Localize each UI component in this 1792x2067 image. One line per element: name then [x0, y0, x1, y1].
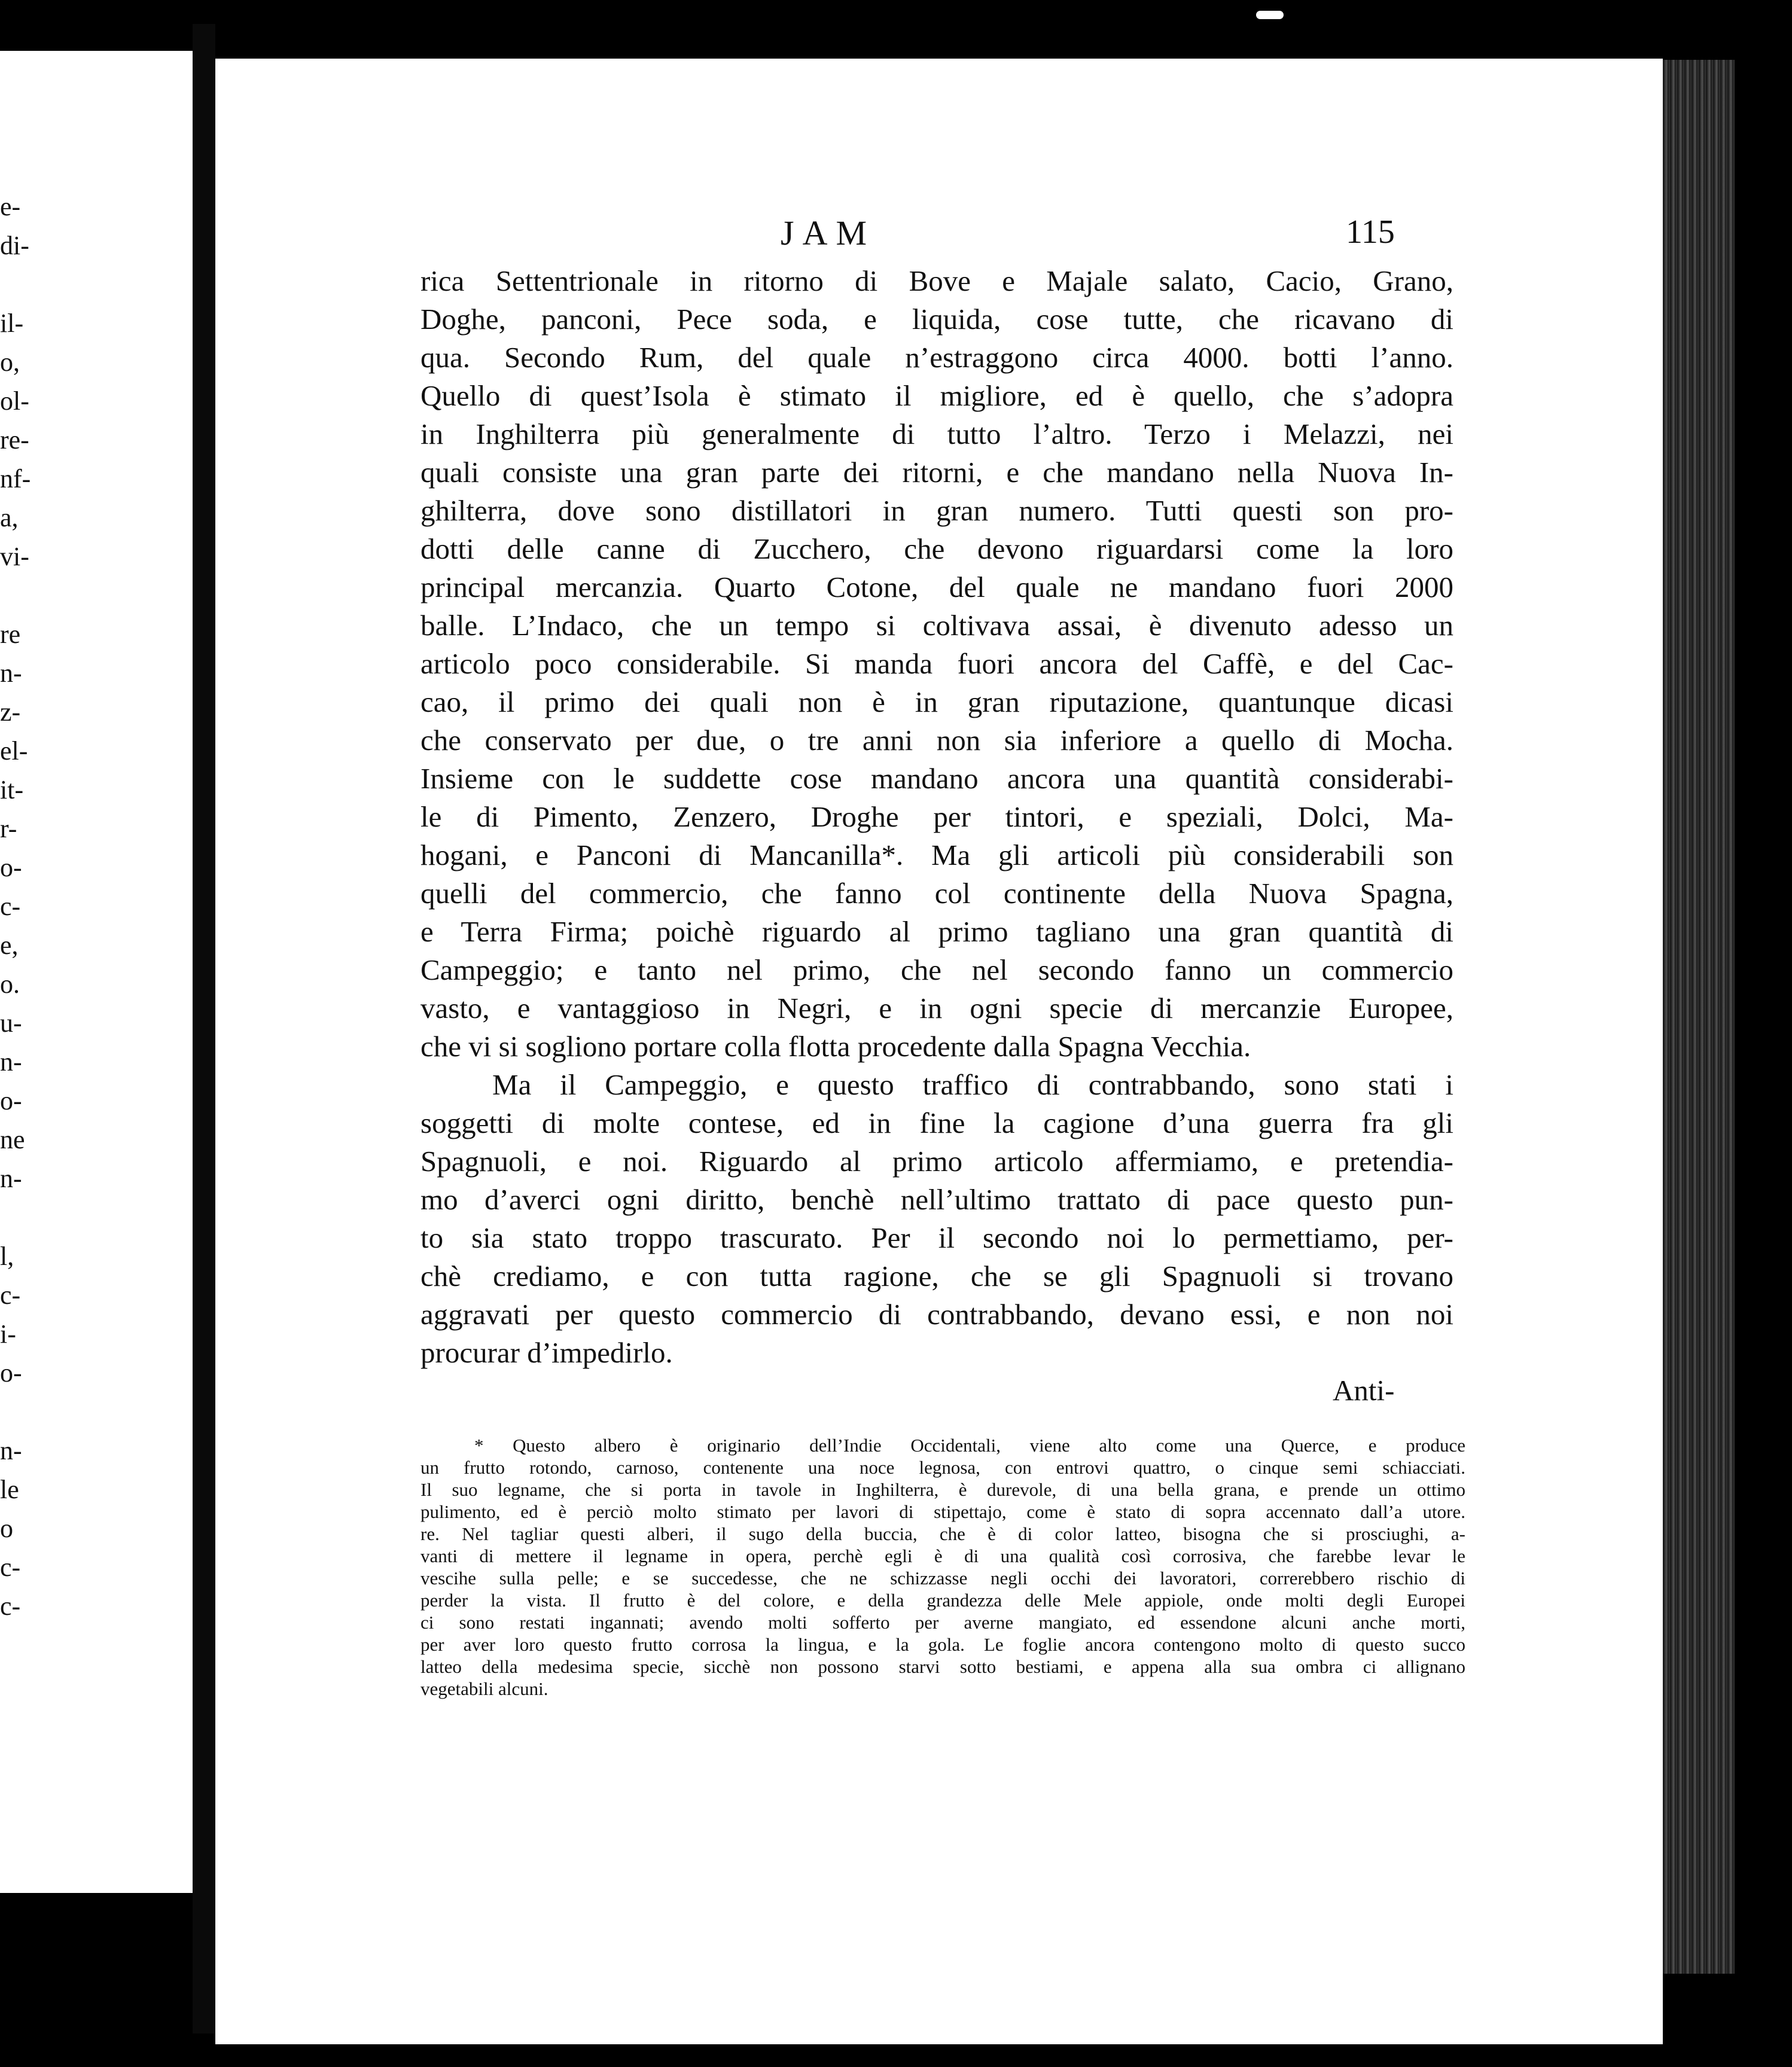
text-line: qua. Secondo Rum, del quale n’estraggono circa 4000. botti l’anno.: [420, 341, 1453, 374]
footnote-line: vanti di mettere il legname in opera, perchè egli è di una qualità così corrosiva, che farebbe levar le: [420, 1545, 1465, 1566]
footnote-line: re. Nel tagliar questi alberi, il sugo della buccia, che è di color latteo, bisogna che si prosciughi, a-: [420, 1523, 1465, 1544]
left-fragment: n-: [0, 1164, 22, 1193]
left-fragment: [0, 1198, 60, 1237]
left-fragment: u-: [0, 1008, 22, 1038]
text-line: che vi si sogliono portare colla flotta procedente dalla Spagna Vecchia.: [420, 1030, 1251, 1063]
left-fragment: le: [0, 1475, 19, 1504]
text-line: to sia stato troppo trascurato. Per il secondo noi lo permettiamo, per-: [420, 1221, 1453, 1254]
page-number: 115: [1346, 214, 1395, 251]
left-fragment: e,: [0, 931, 19, 960]
text-line: procurar d’impedirlo.: [420, 1336, 673, 1369]
left-fragment: n-: [0, 1436, 22, 1465]
text-line: Doghe, panconi, Pece soda, e liquida, cose tutte, che ricavano di: [420, 303, 1453, 336]
footnote-line: * Questo albero è originario dell’Indie Occidentali, viene alto come una Querce, e produce: [474, 1435, 1465, 1456]
text-line: dotti delle canne di Zucchero, che devono riguardarsi come la loro: [420, 532, 1453, 565]
left-fragment: o-: [0, 853, 22, 882]
text-line: quali consiste una gran parte dei ritorni, e che mandano nella Nuova In-: [420, 456, 1453, 489]
footnote-line: Il suo legname, che si porta in tavole in Inghilterra, è durevole, di una bella grana, e prende un ottimo: [420, 1479, 1465, 1500]
facing-page-left: [0, 51, 193, 1893]
text-line: cao, il primo dei quali non è in gran riputazione, quantunque dicasi: [420, 685, 1453, 718]
book-gutter: [193, 24, 215, 2034]
left-fragment: c-: [0, 1553, 21, 1582]
left-fragment: n-: [0, 1047, 22, 1077]
footnote-line: pulimento, ed è perciò molto stimato per lavori di stipettajo, come è stato di sopra accennato dall’a utore.: [420, 1501, 1465, 1522]
text-line: soggetti di molte contese, ed in fine la cagione d’una guerra fra gli: [420, 1106, 1453, 1139]
text-line: Insieme con le suddette cose mandano ancora una quantità considerabi-: [420, 762, 1453, 795]
footnote-line: vescihe sulla pelle; e se succedesse, che ne schizzasse negli occhi dei lavoratori, correrebbero rischio di: [420, 1568, 1465, 1589]
left-fragment: e-: [0, 192, 21, 221]
page-right: [215, 59, 1663, 2044]
footnote-line: latteo della medesima specie, sicchè non possono starvi sotto bestiami, e appena alla sua ombra ci allignano: [420, 1656, 1465, 1677]
text-line: Quello di quest’Isola è stimato il migliore, ed è quello, che s’adopra: [420, 379, 1453, 412]
left-fragment: c-: [0, 1281, 21, 1310]
left-fragment: nf-: [0, 464, 31, 493]
left-fragment: o,: [0, 347, 20, 377]
left-fragment: o: [0, 1514, 13, 1543]
left-fragment: [0, 576, 60, 615]
text-line: Spagnuoli, e noi. Riguardo al primo articolo affermiamo, e pretendia-: [420, 1145, 1453, 1178]
text-line: e Terra Firma; poichè riguardo al primo tagliano una gran quantità di: [420, 915, 1453, 948]
left-fragment: di-: [0, 231, 29, 260]
left-fragment: it-: [0, 775, 24, 804]
left-fragment: [0, 1392, 60, 1431]
left-fragment: r-: [0, 814, 17, 843]
text-line: le di Pimento, Zenzero, Droghe per tintori, e speziali, Dolci, Ma-: [420, 800, 1453, 833]
footnote: [420, 1434, 1465, 1700]
left-page-text-fragments: [0, 187, 60, 1626]
left-fragment: o-: [0, 1086, 22, 1115]
footnote-line: un frutto rotondo, carnoso, contenente una noce legnosa, con entrovi quattro, o cinque semi schiacciati.: [420, 1457, 1465, 1478]
text-line: articolo poco considerabile. Si manda fuori ancora del Caffè, e del Cac-: [420, 647, 1453, 680]
left-fragment: el-: [0, 736, 28, 766]
left-fragment: re-: [0, 425, 29, 455]
left-fragment: o-: [0, 1358, 22, 1388]
footnote-line: vegetabili alcuni.: [420, 1678, 548, 1699]
footnote-line: perder la vista. Il frutto è del colore, e della grandezza delle Mele appiole, onde molti degli Europei: [420, 1590, 1465, 1611]
text-line: rica Settentrionale in ritorno di Bove e Majale salato, Cacio, Grano,: [420, 264, 1453, 297]
left-fragment: re: [0, 620, 21, 649]
left-fragment: l,: [0, 1242, 14, 1271]
left-fragment: c-: [0, 1592, 21, 1621]
text-line: chè crediamo, e con tutta ragione, che se gli Spagnuoli si trovano: [420, 1260, 1453, 1292]
left-fragment: [0, 265, 60, 304]
left-fragment: z-: [0, 697, 21, 727]
body-text: [420, 262, 1453, 1372]
text-line: che conservato per due, o tre anni non sia inferiore a quello di Mocha.: [420, 724, 1453, 757]
footnote-line: per aver loro questo frutto corrosa la lingua, e la gola. Le foglie ancora contengono molto di questo succo: [420, 1634, 1465, 1655]
left-fragment: n-: [0, 658, 22, 688]
text-line: vasto, e vantaggioso in Negri, e in ogni specie di mercanzie Europee,: [420, 992, 1453, 1025]
text-line: Ma il Campeggio, e questo traffico di contrabbando, sono stati i: [492, 1068, 1453, 1101]
left-fragment: c-: [0, 892, 21, 921]
running-head: [215, 213, 1663, 261]
catchword: Anti-: [1333, 1374, 1395, 1407]
text-line: aggravati per questo commercio di contrabbando, devano essi, e non noi: [420, 1298, 1453, 1331]
text-line: balle. L’Indaco, che un tempo si coltivava assai, è divenuto adesso un: [420, 609, 1453, 642]
left-fragment: ne: [0, 1125, 25, 1154]
running-head-title: JAM: [781, 214, 876, 252]
left-fragment: vi-: [0, 542, 29, 571]
left-fragment: i-: [0, 1319, 16, 1349]
text-line: in Inghilterra più generalmente di tutto l’altro. Terzo i Melazzi, nei: [420, 417, 1453, 450]
left-fragment: o.: [0, 970, 20, 999]
book-page-edges: [1663, 60, 1735, 1974]
left-fragment: il-: [0, 309, 24, 338]
text-line: ghilterra, dove sono distillatori in gran numero. Tutti questi son pro-: [420, 494, 1453, 527]
text-line: principal mercanzia. Quarto Cotone, del quale ne mandano fuori 2000: [420, 571, 1453, 603]
left-fragment: ol-: [0, 386, 29, 416]
text-line: quelli del commercio, che fanno col continente della Nuova Spagna,: [420, 877, 1453, 910]
text-line: Campeggio; e tanto nel primo, che nel secondo fanno un commercio: [420, 953, 1453, 986]
footnote-line: ci sono restati ingannati; avendo molti sofferto per averne mangiato, ed essendone alcuni anche morti,: [420, 1612, 1465, 1633]
text-line: hogani, e Panconi di Mancanilla*. Ma gli articoli più considerabili son: [420, 839, 1453, 871]
scan-mark: [1256, 11, 1284, 19]
left-fragment: a,: [0, 503, 19, 532]
text-line: mo d’averci ogni diritto, benchè nell’ultimo trattato di pace questo pun-: [420, 1183, 1453, 1216]
